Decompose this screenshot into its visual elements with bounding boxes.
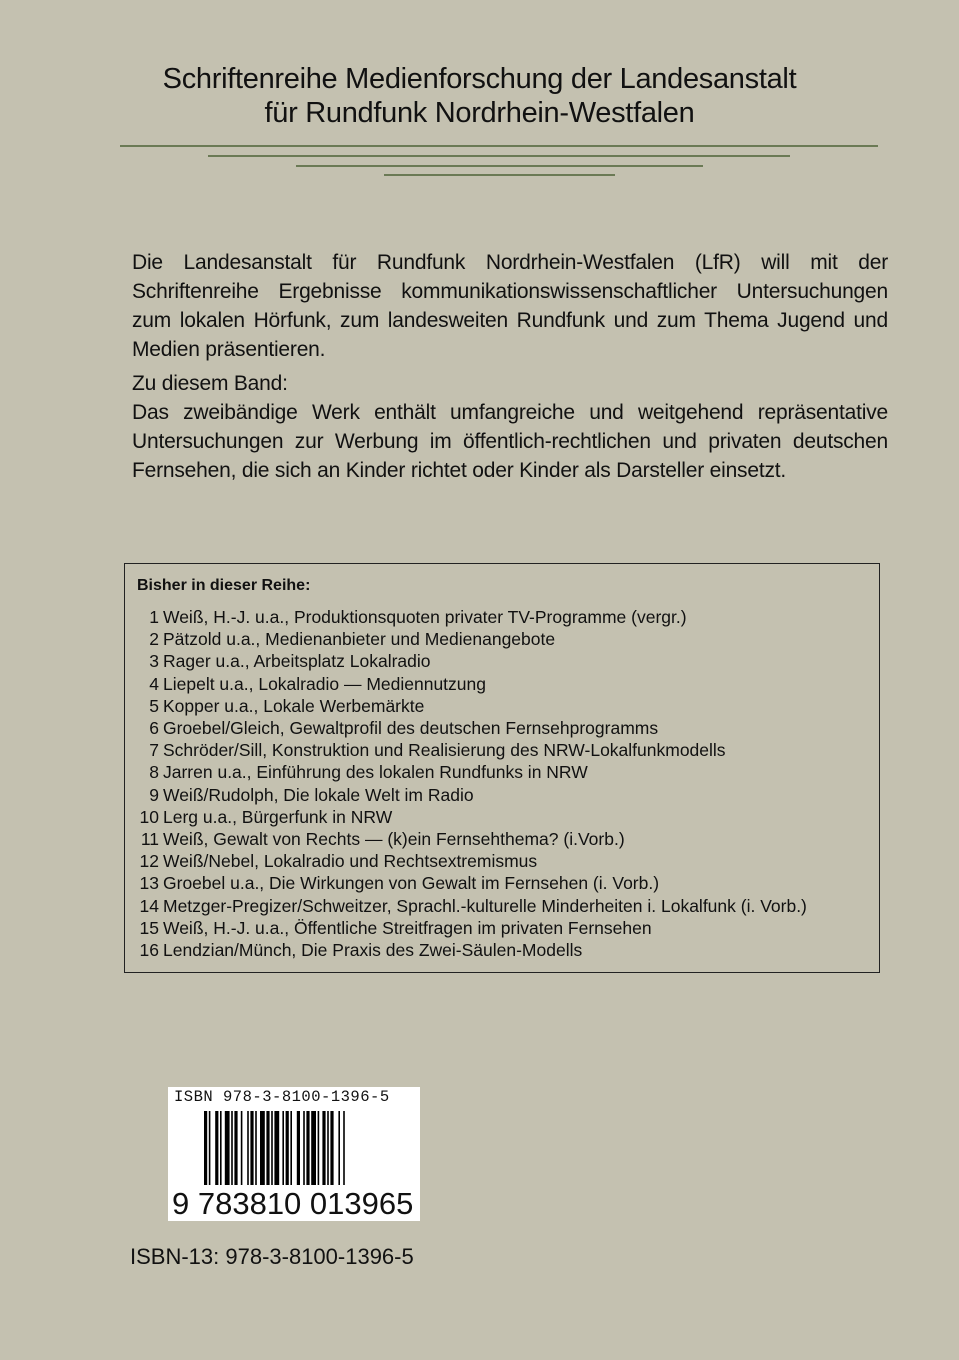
decorative-rule — [296, 165, 703, 167]
band-heading: Zu diesem Band: — [132, 372, 288, 395]
item-text: Weiß/Nebel, Lokalradio und Rechtsextremismus — [163, 851, 538, 872]
series-title — [0, 62, 959, 130]
series-list-item — [137, 606, 867, 628]
item-number: 14 — [139, 895, 159, 916]
barcode-bar — [220, 1111, 222, 1185]
series-list-item — [137, 828, 867, 850]
item-number: 7 — [149, 740, 159, 761]
item-text: Kopper u.a., Lokale Werbemärkte — [163, 695, 425, 716]
barcode-bar — [255, 1111, 257, 1185]
barcode-bar — [330, 1111, 333, 1185]
barcode-bar — [241, 1111, 243, 1185]
series-list-item — [137, 917, 867, 939]
barcode-bar — [274, 1111, 279, 1185]
item-text: Weiß, H.-J. u.a., Öffentliche Streitfragen im privaten Fernsehen — [163, 917, 652, 938]
barcode-bar — [338, 1111, 340, 1185]
series-list-item — [137, 806, 867, 828]
item-text: Schröder/Sill, Konstruktion und Realisierung des NRW-Lokalfunkmodells — [163, 740, 726, 761]
barcode-bar — [282, 1111, 284, 1185]
item-text: Metzger-Pregizer/Schweitzer, Sprachl.-kulturelle Minderheiten i. Lokalfunk (i. Vorb.) — [163, 895, 807, 916]
isbn13-label: ISBN-13: 978-3-8100-1396-5 — [130, 1244, 414, 1269]
item-number: 11 — [140, 829, 159, 850]
decorative-rule — [120, 145, 878, 147]
series-list-item — [137, 850, 867, 872]
item-text: Weiß, H.-J. u.a., Produktionsquoten privater TV-Programme (vergr.) — [163, 607, 687, 627]
item-number: 12 — [139, 851, 159, 872]
barcode-bar — [266, 1111, 269, 1185]
decorative-rule — [384, 174, 615, 176]
item-number: 6 — [149, 718, 159, 739]
series-list-item — [137, 895, 867, 917]
barcode-bar — [311, 1111, 316, 1185]
item-number: 8 — [149, 762, 159, 783]
barcode-bar — [327, 1111, 329, 1185]
intro-paragraph: Die Landesanstalt für Rundfunk Nordrhein-Westfalen (LfR) will mit der Schriftenreihe Ergebnisse kommunikationswissenschaftlicher Untersuchungen zum lokalen Hörfunk, zum landesweiten Rundfunk und zum Thema Jugend und Medien präsentieren. — [132, 251, 888, 361]
series-list-item — [137, 717, 867, 739]
series-title-line1: Schriftenreihe Medienforschung der Landesanstalt — [162, 63, 797, 95]
item-number: 1 — [149, 607, 159, 627]
barcode-bar — [204, 1111, 207, 1185]
series-list-heading: Bisher in dieser Reihe: — [137, 577, 311, 594]
series-list — [137, 606, 867, 961]
decorative-rule — [208, 155, 790, 157]
item-text: Weiß, Gewalt von Rechts — (k)ein Fernsehthema? (i.Vorb.) — [163, 829, 625, 850]
barcode-bar — [231, 1111, 233, 1185]
barcode-bar — [247, 1111, 249, 1185]
item-number: 13 — [139, 873, 159, 894]
series-list-item — [137, 650, 867, 672]
barcode-bar — [209, 1111, 211, 1185]
item-text: Lendzian/Münch, Die Praxis des Zwei-Säulen-Modells — [163, 940, 583, 961]
item-text: Lerg u.a., Bürgerfunk in NRW — [163, 806, 393, 827]
intro-text — [132, 248, 888, 364]
band-description — [132, 369, 888, 485]
series-title-line2: für Rundfunk Nordrhein-Westfalen — [264, 97, 695, 129]
barcode-bar — [318, 1111, 320, 1185]
barcode-bar — [343, 1111, 345, 1185]
barcode-bar — [286, 1111, 289, 1185]
item-number: 5 — [149, 695, 159, 716]
item-number: 9 — [149, 784, 159, 805]
series-list-item — [137, 872, 867, 894]
item-text: Liepelt u.a., Lokalradio — Mediennutzung — [163, 673, 486, 694]
barcode-bar — [225, 1111, 230, 1185]
series-list-item — [137, 939, 867, 961]
item-text: Rager u.a., Arbeitsplatz Lokalradio — [163, 651, 431, 672]
item-number: 4 — [149, 673, 159, 694]
barcode-bar — [250, 1111, 253, 1185]
barcode-bar — [215, 1111, 218, 1185]
barcode-bar — [306, 1111, 309, 1185]
item-text: Groebel/Gleich, Gewaltprofil des deutschen Fernsehprogramms — [163, 718, 659, 739]
barcode-bar — [290, 1111, 292, 1185]
item-number: 3 — [149, 651, 159, 672]
barcode-digits: 9 783810 013965 — [172, 1186, 414, 1221]
barcode-bar — [322, 1111, 325, 1185]
content-column — [0, 248, 959, 1270]
item-text: Jarren u.a., Einführung des lokalen Rundfunks in NRW — [163, 762, 588, 783]
band-paragraph: Das zweibändige Werk enthält umfangreiche und weitgehend repräsentative Untersuchungen zur Werbung im öffentlich-rechtlichen und privaten deutschen Fernsehen, die sich an Kinder richtet oder Kinder als Darsteller einsetzt. — [132, 401, 888, 482]
barcode-isbn-text: ISBN 978-3-8100-1396-5 — [174, 1088, 390, 1106]
barcode-bar — [271, 1111, 273, 1185]
isbn-barcode — [168, 1087, 420, 1221]
item-number: 2 — [149, 629, 159, 650]
item-number: 16 — [139, 940, 159, 961]
series-list-item — [137, 761, 867, 783]
series-list-item — [137, 673, 867, 695]
barcode-bar — [303, 1111, 305, 1185]
barcode-bar — [260, 1111, 265, 1185]
series-list-box — [124, 563, 880, 973]
barcode-bar — [234, 1111, 237, 1185]
series-list-item — [137, 784, 867, 806]
item-text: Groebel u.a., Die Wirkungen von Gewalt im Fernsehen (i. Vorb.) — [163, 873, 660, 894]
item-number: 15 — [139, 917, 159, 938]
item-number: 10 — [139, 806, 159, 827]
item-text: Pätzold u.a., Medienanbieter und Medienangebote — [163, 629, 556, 650]
series-list-item — [137, 695, 867, 717]
item-text: Weiß/Rudolph, Die lokale Welt im Radio — [163, 784, 474, 805]
series-list-item — [137, 628, 867, 650]
series-list-item — [137, 739, 867, 761]
barcode-bar — [297, 1111, 300, 1185]
